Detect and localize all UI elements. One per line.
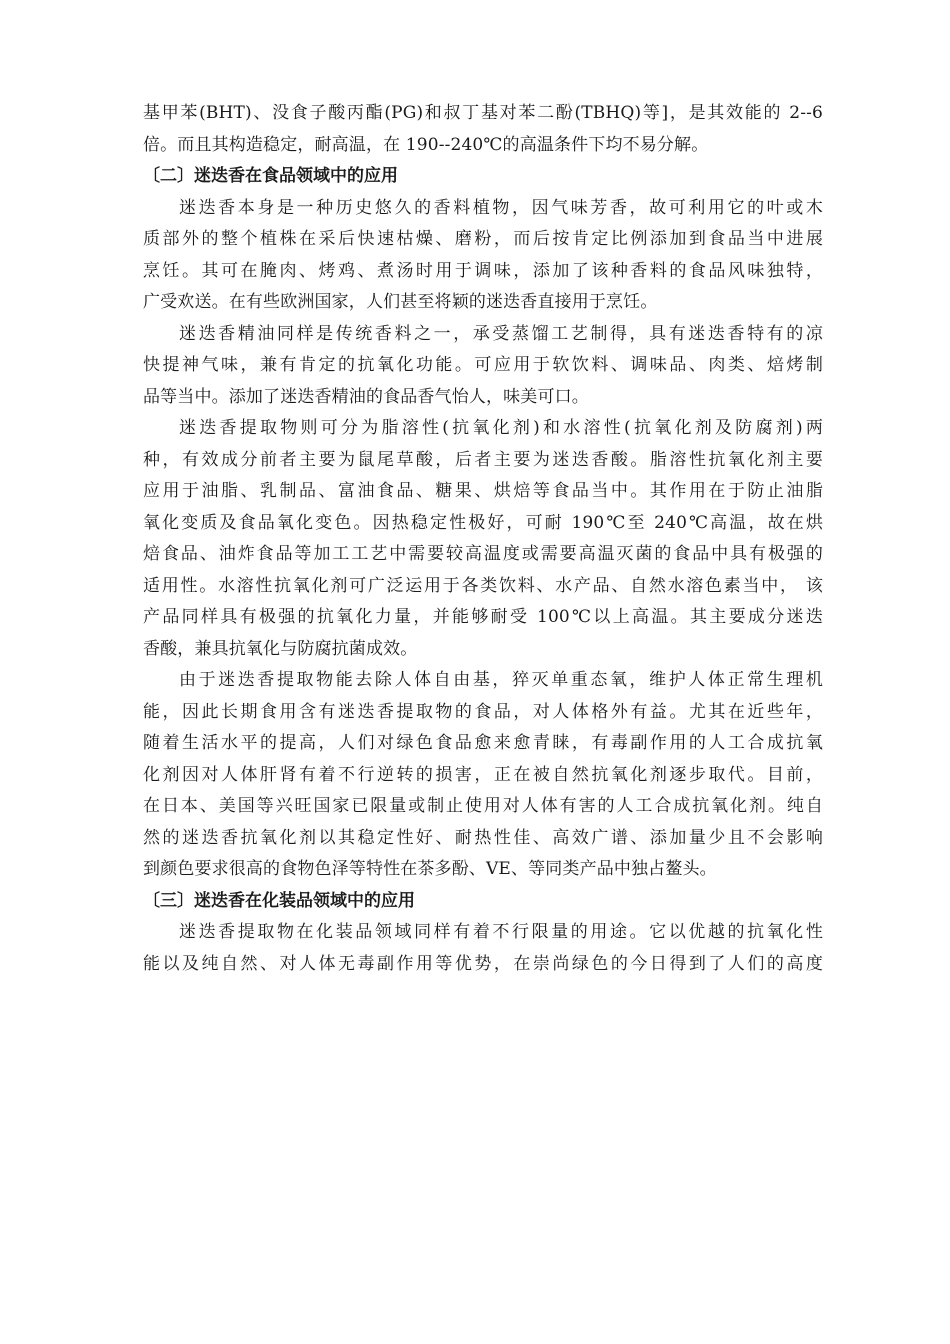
text-line: 迷迭香提取物在化装品领域同样有着不行限量的用途。它以优越的抗氧化性 bbox=[179, 922, 823, 942]
text-line: 能，因此长期食用含有迷迭香提取物的食品，对人体格外有益。尤其在近些年， bbox=[143, 701, 823, 722]
text-line: 迷迭香精油同样是传统香料之一，承受蒸馏工艺制得，具有迷迭香特有的凉 bbox=[179, 323, 823, 344]
text-line: 随着生活水平的提高，人们对绿色食品愈来愈青睐，有毒副作用的人工合成抗氧 bbox=[143, 733, 823, 753]
intro-paragraph bbox=[143, 98, 823, 161]
text-line: 然的迷迭香抗氧化剂以其稳定性好、耐热性佳、高效广谱、添加量少且不会影响 bbox=[143, 827, 823, 848]
text-line: 迷迭香提取物则可分为脂溶性(抗氧化剂)和水溶性(抗氧化剂及防腐剂)两 bbox=[179, 418, 823, 438]
text-line: 品等当中。添加了迷迭香精油的食品香气怡人，味美可口。 bbox=[143, 386, 589, 407]
text-line: 烹饪。其可在腌肉、烤鸡、煮汤时用于调味，添加了该种香料的食品风味独特， bbox=[143, 260, 823, 281]
paragraph-cosmetics bbox=[143, 917, 823, 980]
text-line: 在日本、美国等兴旺国家已限量或制止使用对人体有害的人工合成抗氧化剂。纯自 bbox=[143, 796, 823, 816]
text-line: 质部外的整个植株在采后快速枯燥、磨粉，而后按肯定比例添加到食品当中进展 bbox=[143, 229, 823, 249]
section-heading-cosmetics: 〔三〕迷迭香在化装品领域中的应用 bbox=[143, 890, 415, 911]
text-line: 到颜色要求很高的食物色泽等特性在茶多酚、VE、等同类产品中独占鳌头。 bbox=[143, 859, 717, 879]
paragraph-health-benefits bbox=[143, 665, 823, 886]
text-line: 应用于油脂、乳制品、富油食品、糖果、烘焙等食品当中。其作用在于防止油脂 bbox=[143, 481, 823, 501]
text-line: 氧化变质及食品氧化变色。因热稳定性极好，可耐 190℃至 240℃高温，故在烘 bbox=[143, 512, 823, 533]
text-line: 产品同样具有极强的抗氧化力量，并能够耐受 100℃以上高温。其主要成分迷迭 bbox=[143, 607, 823, 627]
section-heading-food: 〔二〕迷迭香在食品领域中的应用 bbox=[143, 166, 398, 186]
paragraph-extract bbox=[143, 413, 823, 665]
text-line: 化剂因对人体肝肾有着不行逆转的损害，正在被自然抗氧化剂逐步取代。目前， bbox=[143, 764, 823, 785]
paragraph-rosemary-plant bbox=[143, 193, 823, 319]
text-line: 快提神气味，兼有肯定的抗氧化功能。可应用于软饮料、调味品、肉类、焙烤制 bbox=[143, 355, 823, 375]
text-line: 焙食品、油炸食品等加工工艺中需要较高温度或需要高温灭菌的食品中具有极强的 bbox=[143, 544, 823, 564]
document-page bbox=[143, 98, 823, 980]
text-line: 由于迷迭香提取物能去除人体自由基，猝灭单重态氧，维护人体正常生理机 bbox=[179, 670, 823, 690]
text-line: 迷迭香本身是一种历史悠久的香料植物，因气味芳香，故可利用它的叶或木 bbox=[179, 197, 823, 218]
text-line: 香酸，兼具抗氧化与防腐抗菌成效。 bbox=[143, 638, 418, 659]
text-line: 适用性。水溶性抗氧化剂可广泛运用于各类饮料、水产品、自然水溶色素当中， 该 bbox=[143, 575, 823, 596]
paragraph-essential-oil bbox=[143, 319, 823, 414]
text-line: 广受欢送。在有些欧洲国家，人们甚至将颖的迷迭香直接用于烹饪。 bbox=[143, 292, 658, 312]
text-line: 能以及纯自然、对人体无毒副作用等优势，在崇尚绿色的今日得到了人们的高度 bbox=[143, 953, 823, 974]
text-line: 种，有效成分前者主要为鼠尾草酸，后者主要为迷迭香酸。脂溶性抗氧化剂主要 bbox=[143, 449, 823, 470]
text-line: 倍。而且其构造稳定，耐高温，在 190--240℃的高温条件下均不易分解。 bbox=[143, 134, 709, 155]
text-line: 基甲苯(BHT)、没食子酸丙酯(PG)和叔丁基对苯二酚(TBHQ)等]，是其效能的 2--6 bbox=[143, 103, 823, 123]
